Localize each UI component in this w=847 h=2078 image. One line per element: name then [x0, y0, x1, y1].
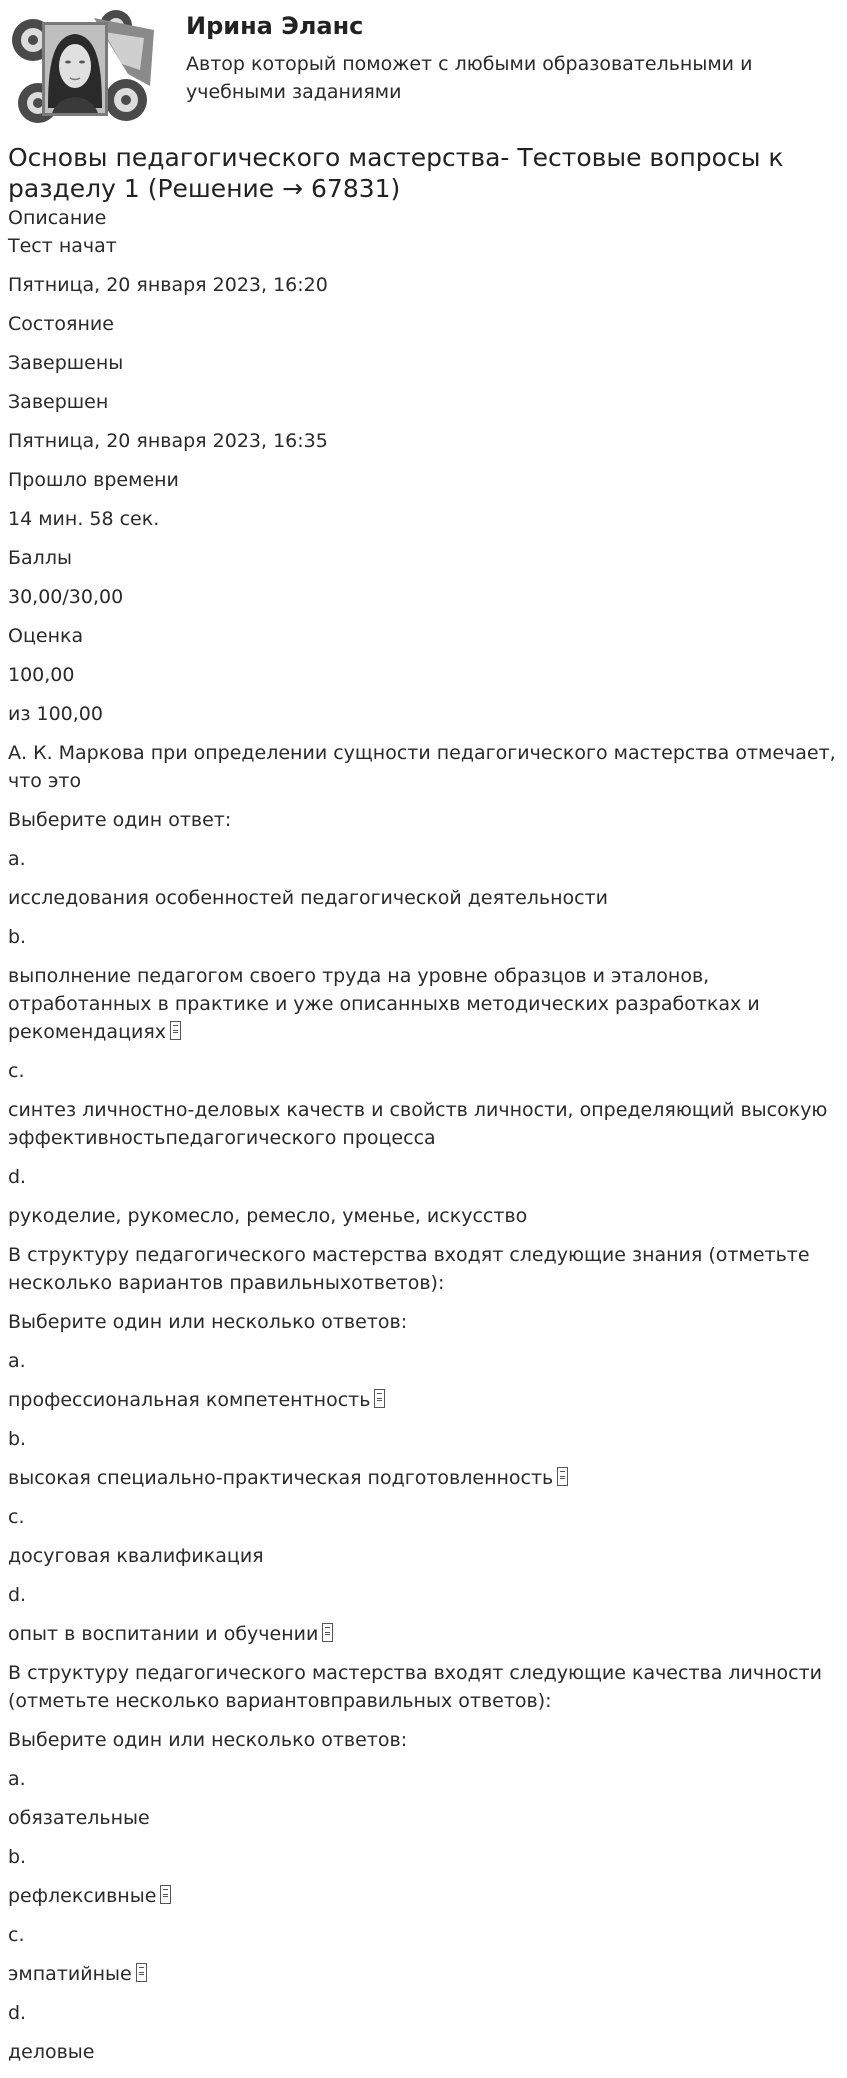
answer-mark-icon	[322, 1623, 333, 1642]
option-letter: c.	[8, 1506, 25, 1528]
started-value: Пятница, 20 января 2023, 16:20	[8, 274, 328, 296]
option-text: рефлексивные	[8, 1885, 157, 1907]
option-text: высокая специально-практическая подготовленность	[8, 1467, 554, 1489]
option-text: исследования особенностей педагогической деятельности	[8, 887, 609, 909]
option-letter: a.	[8, 848, 26, 870]
state-label: Состояние	[8, 313, 114, 335]
option-text: эмпатийные	[8, 1963, 132, 1985]
option-letter: b.	[8, 926, 27, 948]
question-text: В структуру педагогического мастерства входят следующие качества личности (отметьте несколько вариантовправильных ответов):	[8, 1662, 823, 1712]
option-letter: d.	[8, 1166, 27, 1188]
question-prompt: Выберите один ответ:	[8, 809, 232, 831]
option-text-marked	[8, 1464, 839, 1492]
author-header	[0, 0, 847, 142]
grade-max: из 100,00	[8, 703, 103, 725]
points-value: 30,00/30,00	[8, 586, 124, 608]
option-letter: d.	[8, 2002, 27, 2024]
answer-mark-icon	[160, 1885, 171, 1904]
elapsed-label: Прошло времени	[8, 469, 179, 491]
started-label: Тест начат	[8, 235, 117, 257]
option-letter: a.	[8, 1350, 26, 1372]
question-text: В структуру педагогического мастерства входят следующие знания (отметьте несколько вариантов правильныхответов):	[8, 1244, 810, 1294]
points-label: Баллы	[8, 547, 72, 569]
option-letter: d.	[8, 1584, 27, 1606]
state-value: Завершены	[8, 352, 124, 374]
option-text-marked	[8, 1620, 839, 1648]
option-text-marked	[8, 1960, 839, 1988]
grade-label: Оценка	[8, 625, 84, 647]
question-prompt: Выберите один или несколько ответов:	[8, 1311, 408, 1333]
option-text: выполнение педагогом своего труда на уровне образцов и эталонов, отработанных в практике и уже описанныхв методических разработках и рекомендациях	[8, 965, 760, 1043]
description-label: Описание	[8, 207, 107, 229]
option-text: обязательные	[8, 1807, 150, 1829]
elapsed-value: 14 мин. 58 сек.	[8, 508, 160, 530]
quiz-content	[0, 204, 847, 2066]
option-text: опыт в воспитании и обучении	[8, 1623, 319, 1645]
answer-mark-icon	[374, 1389, 385, 1408]
option-letter: c.	[8, 1060, 25, 1082]
option-text: синтез личностно-деловых качеств и свойств личности, определяющий высокую эффективностьпедагогического процесса	[8, 1099, 828, 1149]
finished-value: Пятница, 20 января 2023, 16:35	[8, 430, 328, 452]
answer-mark-icon	[557, 1467, 568, 1486]
author-name[interactable]: Ирина Эланс	[186, 12, 364, 40]
option-letter: c.	[8, 1924, 25, 1946]
answer-mark-icon	[136, 1963, 147, 1982]
option-text: досуговая квалификация	[8, 1545, 264, 1567]
option-letter: b.	[8, 1846, 27, 1868]
option-text-marked	[8, 1386, 839, 1414]
option-letter: a.	[8, 1768, 26, 1790]
option-text: профессиональная компетентность	[8, 1389, 371, 1411]
option-text: деловые	[8, 2041, 95, 2063]
option-text: рукоделие, рукомесло, ремесло, уменье, искусство	[8, 1205, 528, 1227]
author-description: Автор который поможет с любыми образовательными и учебными заданиями	[186, 53, 753, 103]
finished-label: Завершен	[8, 391, 109, 413]
author-avatar-photo	[8, 8, 154, 126]
question-text: А. К. Маркова при определении сущности педагогического мастерства отмечает, что это	[8, 742, 836, 792]
option-letter: b.	[8, 1428, 27, 1450]
option-text-marked	[8, 962, 839, 1046]
grade-value: 100,00	[8, 664, 75, 686]
page-title: Основы педагогического мастерства- Тестовые вопросы к разделу 1 (Решение → 67831)	[8, 143, 784, 203]
option-text-marked	[8, 1882, 839, 1910]
question-prompt: Выберите один или несколько ответов:	[8, 1729, 408, 1751]
answer-mark-icon	[170, 1021, 181, 1040]
